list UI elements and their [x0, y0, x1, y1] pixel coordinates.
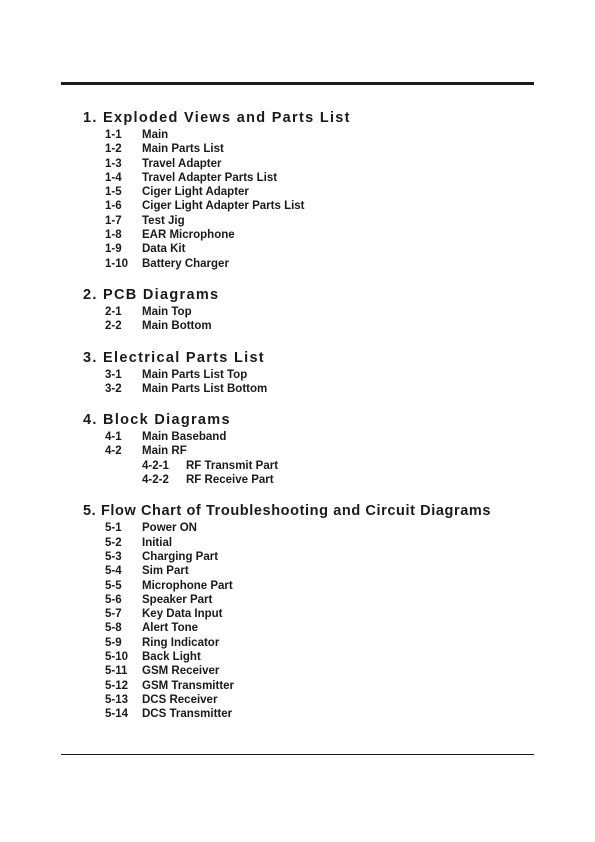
item-number: 1-2: [105, 143, 122, 156]
toc-subitem[interactable]: [142, 459, 523, 473]
item-label: GSM Receiver: [142, 665, 220, 678]
section-heading[interactable]: [83, 110, 523, 127]
toc-item[interactable]: [105, 382, 523, 396]
toc-item[interactable]: [105, 430, 523, 444]
section-items: [83, 368, 523, 397]
toc-item[interactable]: [105, 636, 523, 650]
toc-item[interactable]: [105, 607, 523, 621]
item-label: RF Receive Part: [186, 474, 274, 487]
item-label: Test Jig: [142, 214, 185, 227]
toc-item[interactable]: [105, 621, 523, 635]
item-number: 5-3: [105, 550, 122, 563]
item-label: Charging Part: [142, 550, 219, 563]
item-label: Travel Adapter Parts List: [142, 171, 278, 184]
section-heading[interactable]: [83, 503, 523, 520]
toc-item[interactable]: [105, 650, 523, 664]
toc-item[interactable]: [105, 199, 523, 213]
item-label: EAR Microphone: [142, 229, 235, 242]
item-label: Key Data Input: [142, 608, 223, 621]
item-number: 5-11: [105, 665, 128, 678]
item-number: 5-1: [105, 522, 122, 535]
toc-item[interactable]: [105, 305, 523, 319]
item-label: Main Top: [142, 305, 192, 318]
section-title: Electrical Parts List: [103, 349, 265, 366]
toc-item[interactable]: [105, 664, 523, 678]
toc-item[interactable]: [105, 550, 523, 564]
toc-item[interactable]: [105, 593, 523, 607]
section-number: 4.: [83, 412, 98, 429]
item-label: RF Transmit Part: [186, 459, 279, 472]
section-number: 1.: [83, 110, 98, 126]
item-label: Main Parts List Bottom: [142, 382, 268, 395]
item-label: Ring Indicator: [142, 636, 220, 649]
toc-item[interactable]: [105, 521, 523, 535]
item-number: 5-13: [105, 693, 129, 706]
toc-item[interactable]: [105, 157, 523, 171]
toc-item[interactable]: [105, 142, 523, 156]
item-label: Initial: [142, 536, 173, 549]
item-number: 5-6: [105, 593, 122, 606]
item-number: 1-5: [105, 186, 122, 199]
item-number: 5-8: [105, 622, 122, 635]
item-label: Main: [142, 129, 169, 141]
section-number: 3.: [83, 349, 98, 366]
item-label: Battery Charger: [142, 257, 229, 270]
section-title: Flow Chart of Troubleshooting and Circuit Diagrams: [100, 503, 492, 520]
section-4-block-diagrams: [83, 412, 523, 487]
section-heading[interactable]: [83, 350, 523, 367]
toc-item[interactable]: [105, 579, 523, 593]
item-label: Power ON: [142, 522, 197, 535]
section-items: [83, 430, 523, 487]
section-items: [83, 128, 523, 271]
item-label: Ciger Light Adapter Parts List: [142, 200, 305, 213]
item-number: 5-14: [105, 708, 129, 721]
item-label: DCS Receiver: [142, 693, 218, 706]
item-number: 4-2-2: [142, 474, 169, 487]
toc-item[interactable]: [105, 257, 523, 271]
item-number: 5-9: [105, 636, 122, 649]
item-label: Data Kit: [142, 243, 186, 256]
sub-items: [105, 459, 523, 488]
toc-item[interactable]: [105, 693, 523, 707]
table-of-contents: [83, 110, 523, 738]
item-number: 1-6: [105, 200, 122, 213]
item-number: 1-1: [105, 129, 122, 141]
toc-item[interactable]: [105, 214, 523, 228]
section-items: [83, 521, 523, 721]
item-number: 5-4: [105, 565, 122, 578]
section-3-electrical-parts-list: [83, 350, 523, 397]
toc-subitem[interactable]: [142, 473, 523, 487]
item-label: Travel Adapter: [142, 157, 222, 170]
toc-item[interactable]: [105, 171, 523, 185]
item-label: Sim Part: [142, 565, 189, 578]
item-label: Ciger Light Adapter: [142, 186, 249, 199]
item-label: Main Bottom: [142, 320, 212, 333]
toc-item[interactable]: [105, 185, 523, 199]
section-title: PCB Diagrams: [103, 286, 220, 303]
item-label: Speaker Part: [142, 593, 213, 606]
item-number: 4-1: [105, 431, 122, 444]
item-number: 1-10: [105, 257, 129, 270]
item-number: 5-7: [105, 608, 122, 621]
section-5-flow-chart: [83, 503, 523, 721]
section-number: 5.: [83, 503, 97, 520]
item-label: Microphone Part: [142, 579, 233, 592]
toc-item[interactable]: [105, 242, 523, 256]
item-number: 1-9: [105, 243, 122, 256]
item-label: DCS Transmitter: [142, 708, 233, 721]
item-number: 4-2-1: [142, 459, 169, 472]
toc-item[interactable]: [105, 444, 523, 487]
section-heading[interactable]: [83, 287, 523, 304]
item-number: 1-7: [105, 214, 122, 227]
section-title: Exploded Views and Parts List: [103, 110, 351, 126]
item-label: Main Parts List: [142, 143, 224, 156]
top-rule: [61, 82, 534, 85]
item-number: 5-12: [105, 679, 129, 692]
item-number: 2-2: [105, 320, 122, 333]
toc-item[interactable]: [105, 679, 523, 693]
section-number: 2.: [83, 286, 98, 303]
toc-item[interactable]: [105, 319, 523, 333]
item-number: 1-4: [105, 171, 122, 184]
item-number: 1-8: [105, 229, 122, 242]
toc-item[interactable]: [105, 707, 523, 721]
item-number: 4-2: [105, 445, 122, 458]
item-number: 3-1: [105, 368, 122, 381]
item-label: GSM Transmitter: [142, 679, 235, 692]
section-2-pcb-diagrams: [83, 287, 523, 334]
toc-item[interactable]: [105, 368, 523, 382]
section-items: [83, 305, 523, 334]
toc-item[interactable]: [105, 128, 523, 142]
item-label: Main Baseband: [142, 431, 227, 444]
section-1-exploded-views: [83, 110, 523, 271]
item-number: 5-10: [105, 651, 129, 664]
item-number: 5-2: [105, 536, 122, 549]
item-number: 1-3: [105, 157, 122, 170]
toc-item[interactable]: [105, 536, 523, 550]
item-label: Main RF: [142, 445, 187, 458]
bottom-rule: [61, 754, 534, 755]
toc-item[interactable]: [105, 564, 523, 578]
item-number: 5-5: [105, 579, 122, 592]
item-number: 2-1: [105, 305, 122, 318]
item-label: Back Light: [142, 651, 201, 664]
section-title: Block Diagrams: [103, 412, 231, 429]
toc-item[interactable]: [105, 228, 523, 242]
item-number: 3-2: [105, 382, 122, 395]
item-label: Main Parts List Top: [142, 368, 248, 381]
item-label: Alert Tone: [142, 622, 199, 635]
section-heading[interactable]: [83, 412, 523, 429]
